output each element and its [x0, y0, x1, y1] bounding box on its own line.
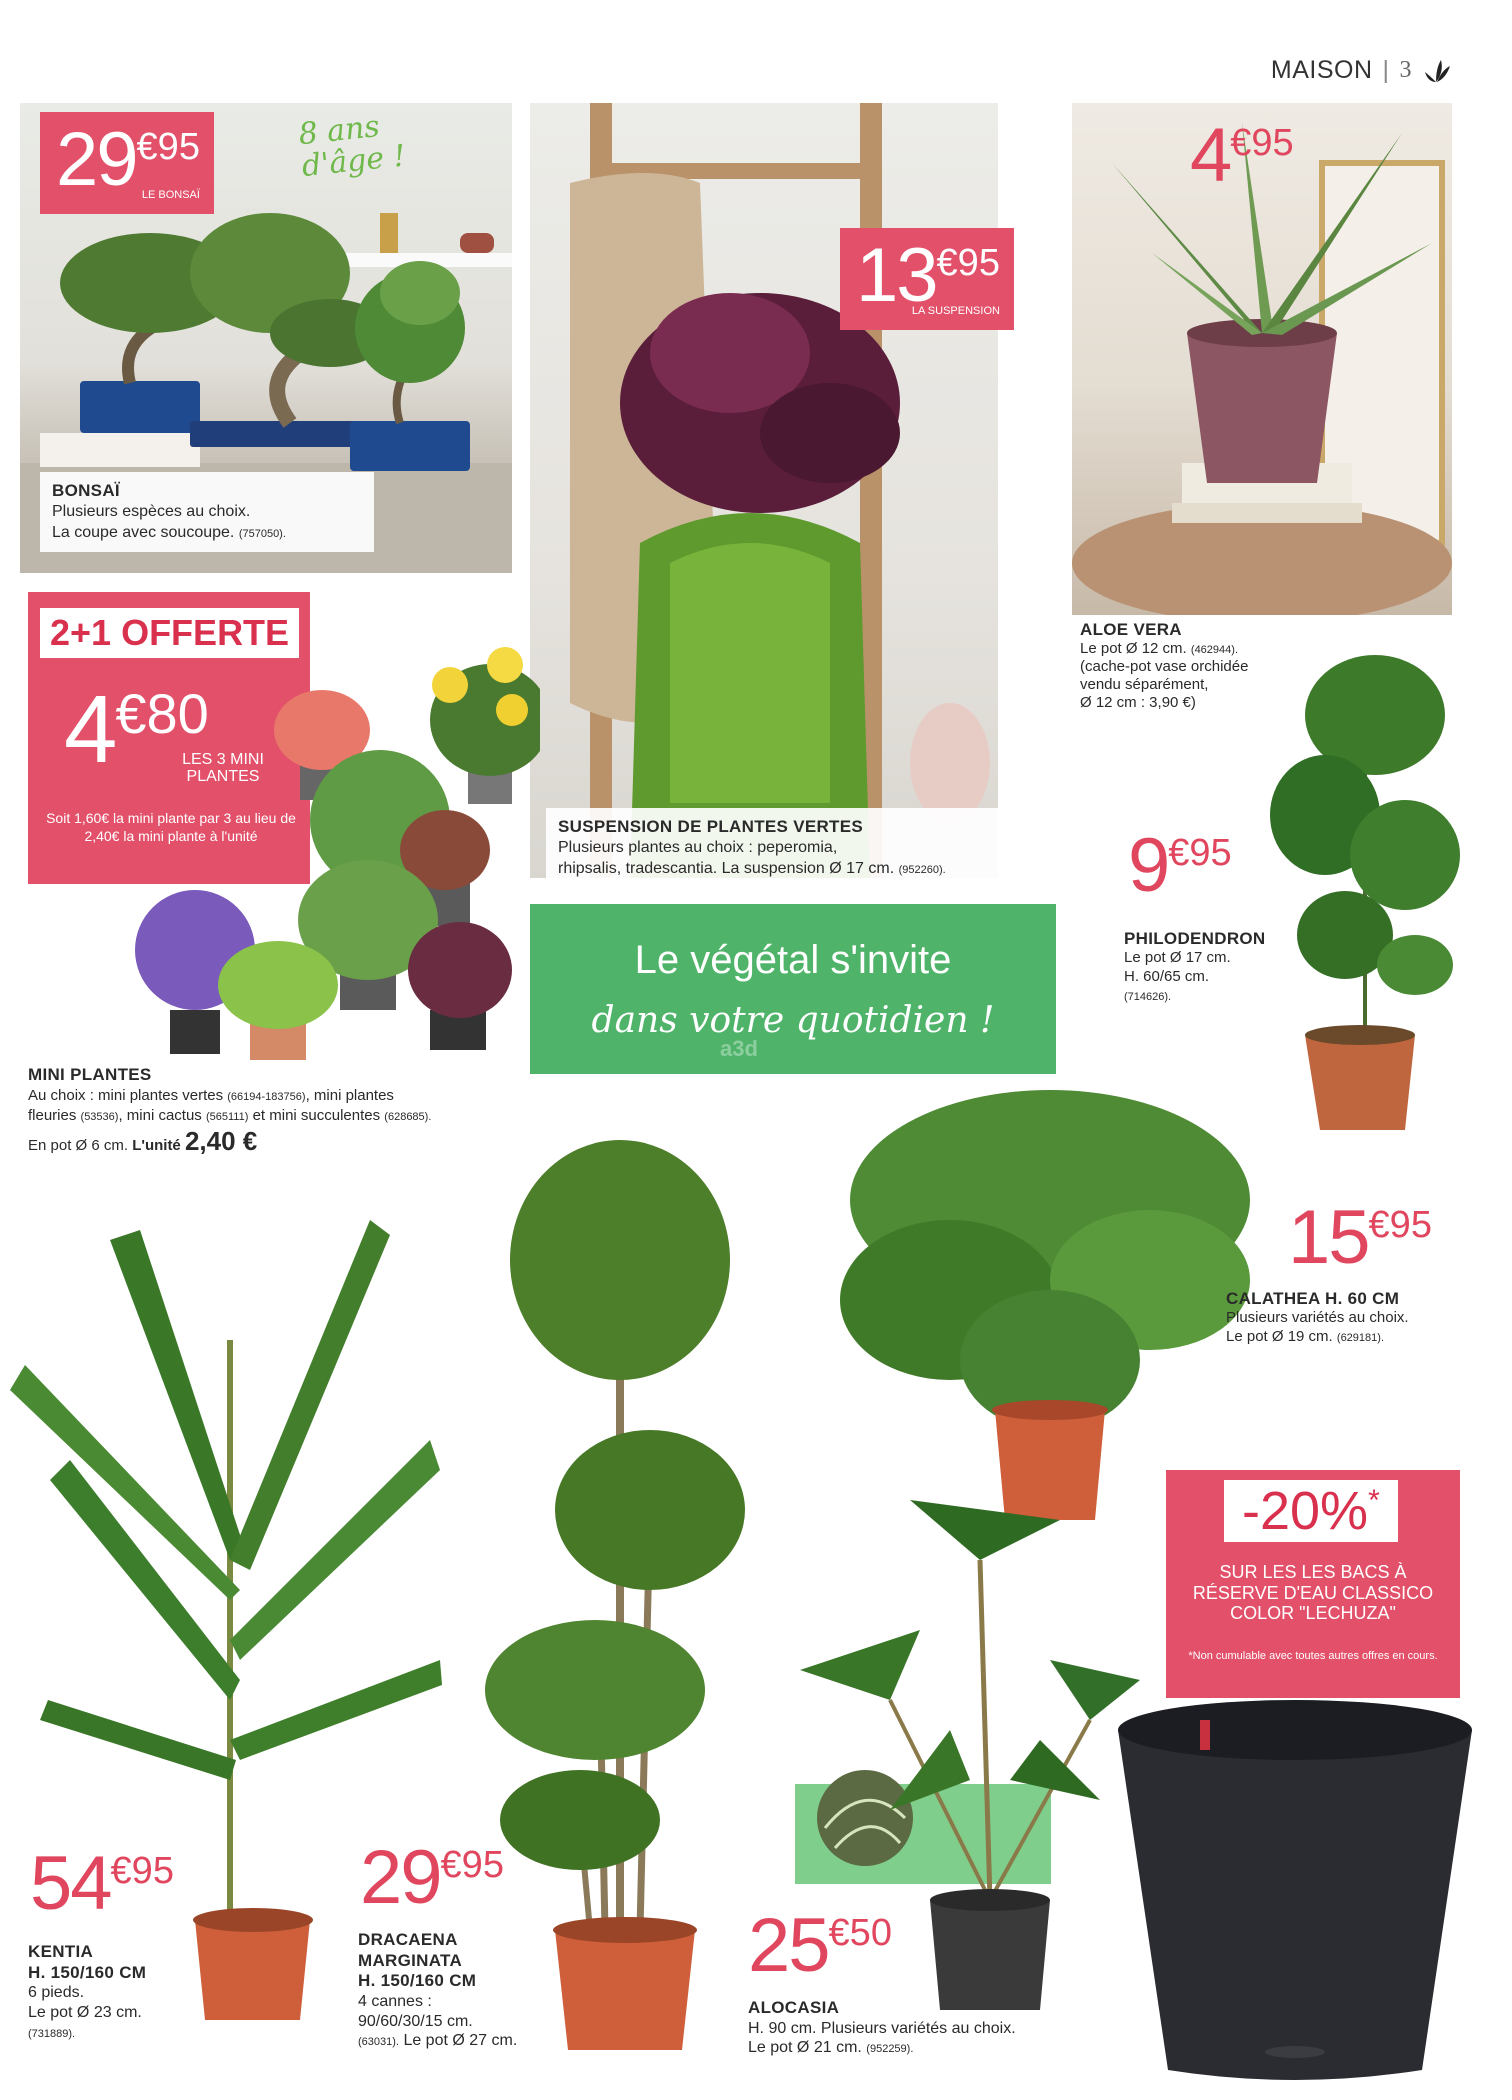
slogan-banner — [530, 904, 1056, 1074]
calathea-line2: Le pot Ø 19 cm. — [1226, 1328, 1333, 1345]
kentia-title1: KENTIA — [28, 1942, 94, 1961]
suspension-line2: rhipsalis, tradescantia. La suspension Ø 17 cm. — [558, 859, 895, 877]
dracaena-line2: 90/60/30/15 cm. — [358, 2012, 473, 2030]
philodendron-price-dec: €95 — [1168, 832, 1232, 874]
calathea-line1: Plusieurs variétés au choix. — [1226, 1309, 1409, 1327]
kentia-title2: H. 150/160 CM — [28, 1962, 147, 1982]
leaf-logo-icon — [1422, 58, 1452, 84]
page-header — [1271, 56, 1452, 85]
mini-ref2: (53536) — [80, 1110, 119, 1123]
bonsai-price-int: 29 — [56, 117, 137, 202]
suspension-price-dec: €95 — [936, 242, 1000, 284]
suspension-ref: (952260). — [898, 863, 946, 876]
mini-line2a: fleuries — [28, 1106, 77, 1124]
bonsai-price-tag — [40, 112, 214, 214]
alocasia-price — [748, 1903, 892, 1988]
calathea-price — [1288, 1195, 1432, 1280]
kentia-price-int: 54 — [30, 1841, 111, 1926]
mini-ref3: (565111) — [205, 1110, 249, 1123]
promo-note: *Non cumulable avec toutes autres offres en cours. — [1188, 1650, 1438, 1662]
aloe-line4: Ø 12 cm : 3,90 €) — [1080, 694, 1196, 712]
suspension-title: SUSPENSION DE PLANTES VERTES — [558, 817, 864, 836]
calathea-ref: (629181). — [1336, 1332, 1384, 1344]
offer-note: Soit 1,60€ la mini plante par 3 au lieu de 2,40€ la mini plante à l'unité — [46, 810, 296, 844]
promo-text: SUR LES LES BACS À RÉSERVE D'EAU CLASSICO COLOR "LECHUZA" — [1192, 1562, 1434, 1624]
bonsai-price — [56, 117, 200, 202]
kentia-line1: 6 pieds. — [28, 1984, 85, 2002]
calathea-title: CALATHEA H. 60 CM — [1226, 1289, 1400, 1308]
aloe-price-int: 4 — [1190, 113, 1231, 198]
suspension-line1: Plusieurs plantes au choix : peperomia, — [558, 839, 838, 857]
offer-units: LES 3 MINI PLANTES — [182, 751, 264, 785]
suspension-price-unit: LA SUSPENSION — [911, 305, 1000, 317]
suspension-photo — [530, 103, 998, 878]
dracaena-caption — [358, 1930, 568, 2051]
suspension-caption — [546, 808, 1040, 888]
section-name: MAISON — [1270, 56, 1373, 84]
philodendron-price-int: 9 — [1128, 823, 1169, 908]
bonsai-title: BONSAÏ — [52, 481, 120, 500]
kentia-price — [30, 1841, 174, 1926]
bonsai-caption — [40, 472, 374, 552]
mini-line1b: , mini plantes — [305, 1087, 394, 1105]
promo-percent — [1224, 1480, 1398, 1542]
philodendron-line2: H. 60/65 cm. — [1124, 968, 1210, 985]
suspension-price-tag — [840, 228, 1014, 330]
alocasia-line2: Le pot Ø 21 cm. — [748, 2039, 862, 2057]
suspension-illustration — [530, 103, 998, 878]
philodendron-title: PHILODENDRON — [1124, 929, 1266, 948]
bonsai-line1: Plusieurs espèces au choix. — [52, 503, 251, 521]
mini-line2b: , mini cactus — [118, 1106, 202, 1124]
alocasia-title: ALOCASIA — [748, 1998, 840, 2017]
philodendron-ref: (714626). — [1124, 990, 1172, 1003]
alocasia-ref: (952259). — [866, 2043, 914, 2056]
mini-line1a: Au choix : mini plantes vertes — [28, 1087, 224, 1105]
bonsai-price-unit: LE BONSAÏ — [141, 189, 200, 201]
dracaena-title2: MARGINATA — [358, 1950, 463, 1970]
alocasia-price-int: 25 — [748, 1903, 829, 1988]
aloe-price-dec: €95 — [1230, 122, 1294, 164]
calathea-illustration — [830, 1080, 1270, 1530]
dracaena-line3: Le pot Ø 27 cm. — [403, 2032, 518, 2050]
suspension-price — [856, 233, 1000, 318]
alocasia-price-dec: €50 — [828, 1912, 892, 1954]
watermark: a3d — [720, 1036, 758, 1061]
bonsai-age-handwritten: 8 ans d'âge ! — [296, 109, 408, 184]
offer-price-int: 4 — [64, 676, 116, 783]
calathea-price-int: 15 — [1288, 1195, 1369, 1280]
mini-title: MINI PLANTES — [28, 1065, 152, 1084]
bonsai-price-dec: €95 — [136, 126, 200, 168]
kentia-caption — [28, 1942, 208, 2042]
promo-box — [1166, 1470, 1460, 1698]
bonsai-ref: (757050). — [238, 527, 286, 540]
dracaena-price-dec: €95 — [440, 1844, 504, 1886]
slogan-line1: Le végétal s'invite — [634, 938, 952, 982]
mini-ref1: (66194-183756) — [227, 1091, 306, 1104]
aloe-price — [1190, 113, 1294, 198]
aloe-line3: vendu séparément, — [1080, 676, 1209, 694]
dracaena-title1: DRACAENA — [358, 1930, 458, 1949]
mini-ref4: (628685). — [384, 1110, 432, 1123]
alocasia-caption — [748, 1998, 1078, 2058]
mini-unit-price: 2,40 € — [184, 1126, 258, 1157]
page-number: 3 — [1399, 57, 1412, 83]
aloe-ref: (462944). — [1190, 644, 1238, 657]
calathea-caption — [1226, 1288, 1466, 1347]
mini-unit-label: L'unité — [132, 1137, 181, 1155]
mini-plants-illustration — [100, 640, 540, 1060]
slogan-line2: dans votre quotidien ! — [591, 1000, 995, 1041]
kentia-line2: Le pot Ø 23 cm. — [28, 2003, 142, 2021]
mini-line3a: En pot Ø 6 cm. — [28, 1137, 129, 1155]
alocasia-line1: H. 90 cm. Plusieurs variétés au choix. — [748, 2019, 1016, 2037]
philodendron-price — [1128, 823, 1232, 908]
calathea-price-dec: €95 — [1368, 1204, 1432, 1246]
aloe-line1: Le pot Ø 12 cm. — [1080, 640, 1187, 658]
promo-asterisk: * — [1368, 1484, 1380, 1517]
kentia-price-dec: €95 — [110, 1850, 174, 1892]
offer-label: 2+1 OFFERTE — [40, 608, 299, 658]
offer-price-dec: €80 — [115, 682, 209, 745]
philodendron-illustration — [1265, 635, 1465, 1135]
suspension-price-int: 13 — [856, 233, 937, 318]
philodendron-line1: Le pot Ø 17 cm. — [1124, 949, 1231, 967]
header-separator: | — [1382, 56, 1390, 84]
dracaena-title3: H. 150/160 CM — [358, 1971, 477, 1991]
aloe-line2: (cache-pot vase orchidée — [1080, 658, 1249, 676]
mini-line2c: et mini succulentes — [252, 1106, 381, 1124]
dracaena-ref: (63031). — [358, 2036, 399, 2049]
dracaena-line1: 4 cannes : — [358, 1993, 432, 2011]
lechuza-planter-illustration — [1110, 1690, 1480, 2085]
aloe-title: ALOE VERA — [1080, 620, 1182, 639]
bonsai-line2: La coupe avec soucoupe. — [52, 523, 235, 541]
kentia-ref: (731889). — [28, 2027, 76, 2040]
dracaena-price-int: 29 — [360, 1835, 441, 1920]
philodendron-caption — [1124, 928, 1304, 1006]
dracaena-price — [360, 1835, 504, 1920]
promo-percent-value: -20% — [1242, 1481, 1369, 1541]
